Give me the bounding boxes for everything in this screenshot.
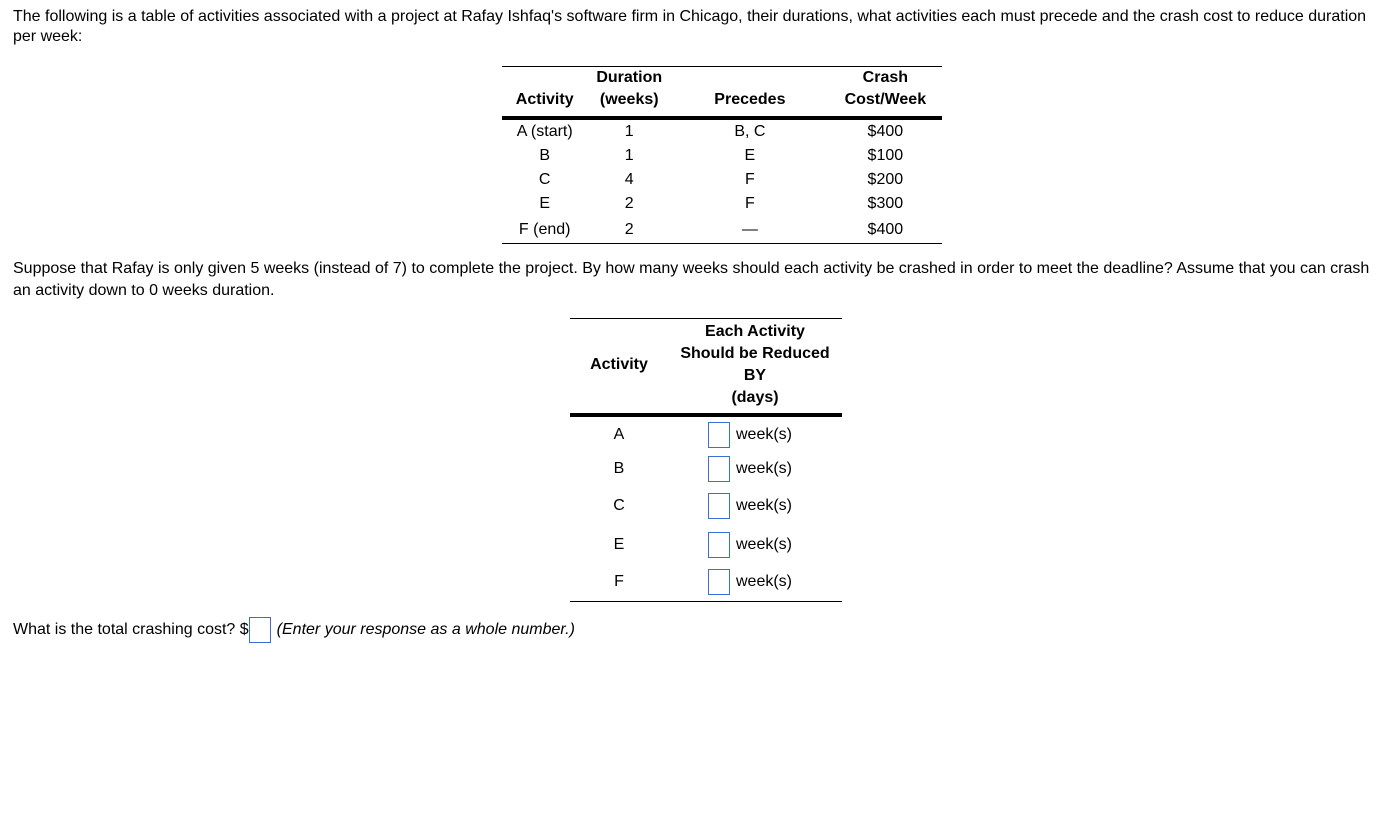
- answer-activity-cell: A: [613, 426, 625, 443]
- precedes-cell: F: [744, 195, 755, 212]
- answer-row: [570, 485, 842, 527]
- duration-header-line2: (weeks): [599, 91, 659, 108]
- activity-table-header-row: [502, 67, 942, 119]
- total-cost-input[interactable]: [249, 617, 271, 643]
- crash-header-line2: Cost/Week: [844, 91, 927, 108]
- activity-cell: A (start): [516, 123, 573, 140]
- activity-table: [502, 66, 942, 244]
- table-row: [502, 118, 942, 144]
- answer-activity-cell: B: [613, 460, 625, 477]
- answer-activity-cell: F: [614, 572, 624, 590]
- duration-cell: 1: [624, 147, 634, 164]
- precedes-cell: —: [741, 221, 758, 238]
- duration-header-line1: Duration: [596, 69, 663, 86]
- answer-input-cell: [668, 415, 842, 453]
- answer-input-cell: [668, 453, 842, 485]
- answer-table-header-row: [570, 319, 842, 416]
- duration-cell: 2: [624, 195, 634, 212]
- answer-row: [570, 453, 842, 485]
- reduction-header-line3: BY: [743, 367, 767, 384]
- duration-column-header: [587, 67, 671, 119]
- table-row: [502, 216, 942, 244]
- reduction-input-c[interactable]: [708, 493, 730, 519]
- crash-cost-cell: $100: [867, 147, 904, 164]
- duration-cell: 2: [624, 221, 634, 238]
- reduction-input-a[interactable]: [708, 422, 730, 448]
- answer-row: [570, 527, 842, 563]
- activity-cell: B: [539, 147, 551, 164]
- precedes-cell: E: [744, 147, 756, 164]
- answer-activity-cell: E: [613, 536, 625, 553]
- unit-label: week(s): [736, 426, 793, 443]
- precedes-cell: B, C: [734, 123, 766, 140]
- answer-input-cell: [668, 527, 842, 563]
- reduction-header-line1: Each Activity: [705, 323, 805, 340]
- answer-table: [570, 318, 842, 602]
- activity-cell: C: [538, 171, 551, 188]
- reduction-input-f[interactable]: [708, 569, 730, 595]
- unit-label: week(s): [736, 536, 793, 553]
- answer-row: [570, 563, 842, 601]
- answer-row: [570, 415, 842, 453]
- total-cost-question: [13, 616, 575, 644]
- crash-cost-cell: $400: [867, 221, 904, 238]
- activity-cell: F (end): [518, 221, 571, 238]
- duration-cell: 1: [624, 123, 634, 140]
- whole-number-hint: (Enter your response as a whole number.): [276, 621, 575, 638]
- crash-cost-column-header: [829, 67, 942, 119]
- reduction-column-header: [668, 319, 842, 416]
- crash-cost-cell: $300: [867, 195, 904, 212]
- precedes-cell: F: [744, 171, 755, 188]
- reduction-header-line2: Should be Reduced: [680, 345, 830, 362]
- table-row: [502, 168, 942, 192]
- unit-label: week(s): [736, 497, 793, 514]
- answer-input-cell: [668, 485, 842, 527]
- total-cost-label: What is the total crashing cost? $: [13, 621, 249, 638]
- intro-paragraph: The following is a table of activities associated with a project at Rafay Ishfaq's software firm in Chicago, their durations, what activities each must precede and the crash cost to reduce duration per week:: [13, 8, 1367, 45]
- reduction-input-b[interactable]: [708, 456, 730, 482]
- crash-cost-cell: $200: [867, 171, 904, 188]
- crash-cost-cell: $400: [867, 123, 904, 140]
- answer-activity-column-header: Activity: [570, 319, 668, 416]
- answer-input-cell: [668, 563, 842, 601]
- precedes-column-header: Precedes: [671, 67, 829, 119]
- activity-column-header: Activity: [502, 67, 587, 119]
- table-row: [502, 144, 942, 168]
- reduction-input-e[interactable]: [708, 532, 730, 558]
- crash-header-line1: Crash: [862, 69, 909, 86]
- question-paragraph: Suppose that Rafay is only given 5 weeks (instead of 7) to complete the project. By how many weeks should each activity be crashed in order to meet the deadline? Assume that you can crash an activity down to 0 weeks duration.: [13, 260, 1370, 299]
- duration-cell: 4: [624, 171, 634, 188]
- unit-label: week(s): [736, 572, 793, 590]
- table-row: [502, 192, 942, 216]
- reduction-header-line4: (days): [731, 389, 779, 406]
- unit-label: week(s): [736, 460, 793, 477]
- answer-activity-cell: C: [613, 497, 625, 514]
- activity-cell: E: [539, 195, 551, 212]
